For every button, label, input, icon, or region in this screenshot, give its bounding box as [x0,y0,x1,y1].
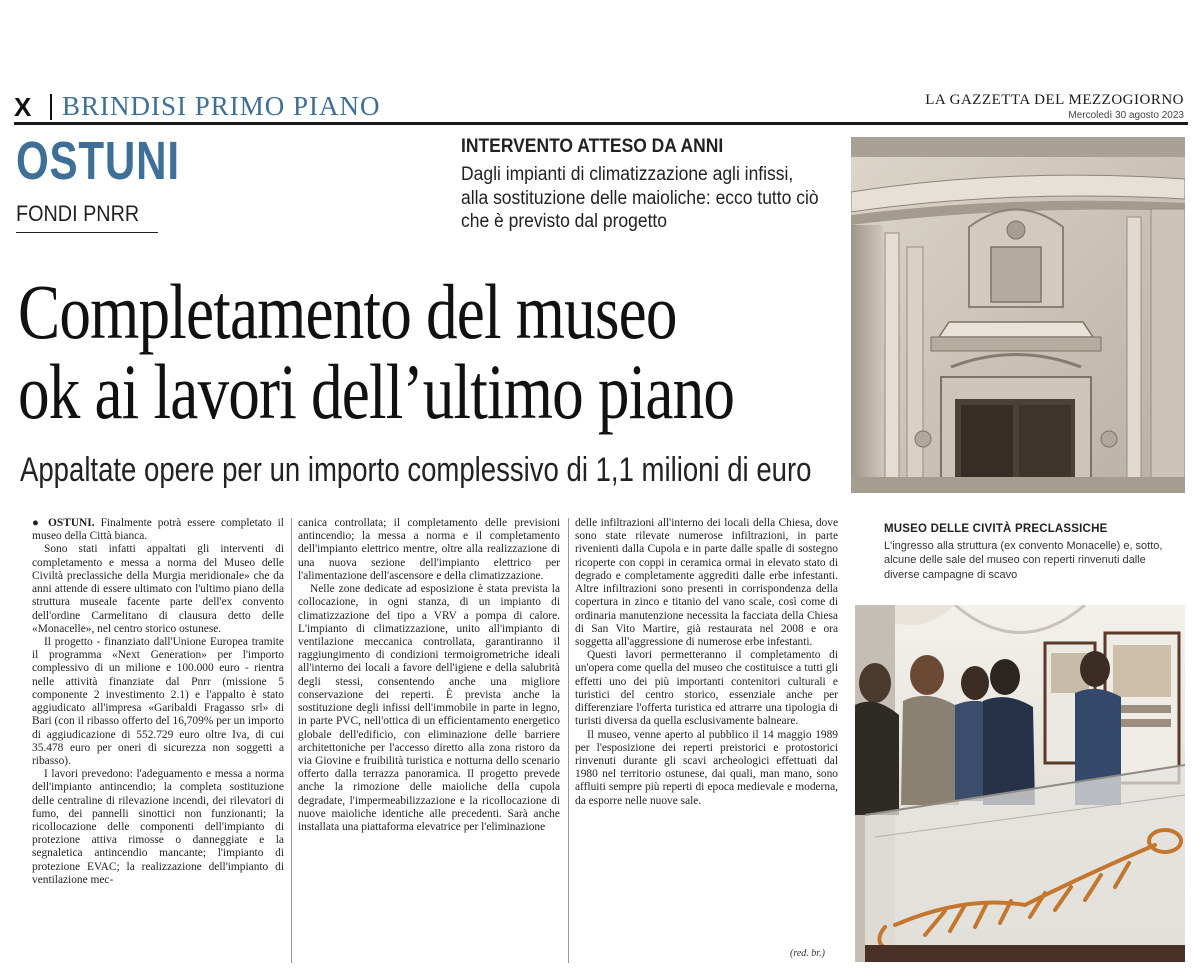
museum-hall-photo [855,605,1185,962]
article-column-1 [32,517,284,887]
article-column-2 [298,517,560,834]
museum-hall-illustration [855,605,1185,962]
article-location: OSTUNI. [48,517,95,529]
article-paragraph: Sono stati infatti appaltati gli interventi di completamento e messa a norma del Museo delle Civiltà preclassiche della Murgia meridionale» che da anni attende di essere ultimato con l'ultimo piano della struttura museale facente parte dell'ex convento dell'ordine Carmelitano di clausura detto delle «Monacelle», nel centro storico ostunese. [32,543,284,635]
author-credit: (red. br.) [790,948,825,959]
article-paragraph: delle infiltrazioni all'interno dei locali della Chiesa, dove sono state rilevate numerose infiltrazioni, in parte rivenienti dalla Cupola e in parte dalle spalle di sostegno ricoperte con coppi in ceramica ormai in elevato stato di degrado e completamente aggrediti dalle erbe infestanti. Altre infiltrazioni sono presenti in corrispondenza della copertura in zinco e titanio del vano scale, così come di ordinaria manutenzione necessita la facciata della Chiesa di San Vito Martire, già restaurata nel 2008 e ora soggetta all'aggressione di numerose erbe infestanti. [575,517,838,648]
headline [18,268,747,435]
caption-title: MUSEO DELLE CIVITÀ PRECLASSICHE [884,523,1108,535]
kicker-underline [16,232,158,233]
subheadline: Appaltate opere per un importo complessivo di 1,1 milioni di euro [20,451,812,489]
article-column-3 [575,517,838,808]
headline-line-1: Completamento del museo [18,268,677,355]
section-title: BRINDISI PRIMO PIANO [62,91,381,121]
article-paragraph: Il progetto - finanziato dall'Unione Europea tramite il programma «Next Generation» per l'importo complessivo di un milione e 100.000 euro - rientra nelle attività finanziate dal Pnrr (missione 5 componente 2 investimento 2.1) e l'appalto è stato aggiudicato all'impresa «Garibaldi Fragasso srl» di Bari (con il ribasso offerto del 16,709% per un importo di aggiudicazione di 552.729 euro oltre Iva, di cui 35.478 euro per oneri di sicurezza non soggetti a ribasso). [32,635,284,767]
header-rule [14,122,1188,125]
headline-line-2: ok ai lavori dell’ultimo piano [18,347,735,435]
article-paragraph: Nelle zone dedicate ad esposizione è stata prevista la collocazione, in ogni stanza, di un impianto di climatizzazione del tipo a VRV a pompa di calore. L'impianto di climatizzazione, unito all'impianto di ventilazione meccanica controllata, garantiranno il raggiungimento di condizioni termoigrometriche ideali all'interno dei locali a favore dell'igiene e della salubrità degli stessi, consentendo anche una migliore conservazione dei reperti. È prevista anche la sostituzione degli infissi dell'immobile in parte in legno, in parte PVC, nell'ottica di un efficientamento energetico globale dell'edificio, con eliminazione delle barriere architettoniche per l'accesso diretto alla zona ristoro da via Giovine e fruibilità turistica e notturna dello scenario offerto dalla terrazza panoramica. Il progetto prevede anche la rimozione delle maioliche della cupola degradate, l'impermeabilizzazione e la ricollocazione di nuove maioliche identiche alle precedenti. Sarà anche installata una piattaforma elevatrice per l'eliminazione [298,583,560,834]
column-divider [291,518,292,963]
page-marker: X [14,92,32,122]
article-paragraph: Il museo, venne aperto al pubblico il 14 maggio 1989 per l'esposizione dei reperti preistorici e protostorici rinvenuti durante gli scavi archeologici effettuati dal 1980 nel territorio ostunese, dai quali, man mano, sono affluiti sempre più reperti di epoca medievale e moderna, da esporre nelle nuove sale. [575,728,838,807]
facade-illustration [851,137,1185,493]
article-paragraph: Questi lavori permetteranno il completamento di un'opera come quella del museo che costituisce a tutti gli effetti uno dei più importanti contenitori culturali e turistici del centro storico, essenziale anche per differenziare l'offerta turistica ed attrarre una tipologia di turisti diversa da quella esclusivamente balneare. [575,649,838,728]
museum-entrance-photo [851,137,1185,493]
article-paragraph: canica controllata; il completamento delle previsioni antincendio; la messa a norma e il completamento dell'impianto elettrico mentre, oltre alla realizzazione di una nuova sezione dell'impianto elettrico per l'alimentazione dell'ascensore e della climatizzazione. [298,517,560,582]
column-divider [568,518,569,963]
newspaper-name: LA GAZZETTA DEL MEZZOGIORNO [925,92,1184,108]
summary-title: INTERVENTO ATTESO DA ANNI [461,136,724,157]
caption-text: L'ingresso alla struttura (ex convento Monacelle) e, sotto, alcune delle sale del museo con reperti rinvenuti dalle diverse campagne di scavo [884,540,1163,581]
summary-text: Dagli impianti di climatizzazione agli infissi, alla sostituzione delle maioliche: ecco tutto ciò che è previsto dal progetto [461,164,819,233]
article-paragraph: ● OSTUNI. Finalmente potrà essere completato il museo della Città bianca. [32,517,284,543]
header-divider [50,94,52,120]
article-paragraph: I lavori prevedono: l'adeguamento e messa a norma dell'impianto antincendio; la completa sostituzione delle centraline di rilevazione incendi, dei rilevatori di fumo, dei pannelli sinottici non funzionanti; la ricollocazione delle componenti dell'impianto di protezione attiva rimosse o danneggiate e la segnaletica antincendio mancante; l'impianto di protezione EVAC; la realizzazione dell'impianto di ventilazione mec- [32,768,284,886]
kicker-subtitle: FONDI PNRR [16,201,140,226]
kicker-city: OSTUNI [16,131,180,191]
issue-date: Mercoledì 30 agosto 2023 [1068,110,1184,121]
